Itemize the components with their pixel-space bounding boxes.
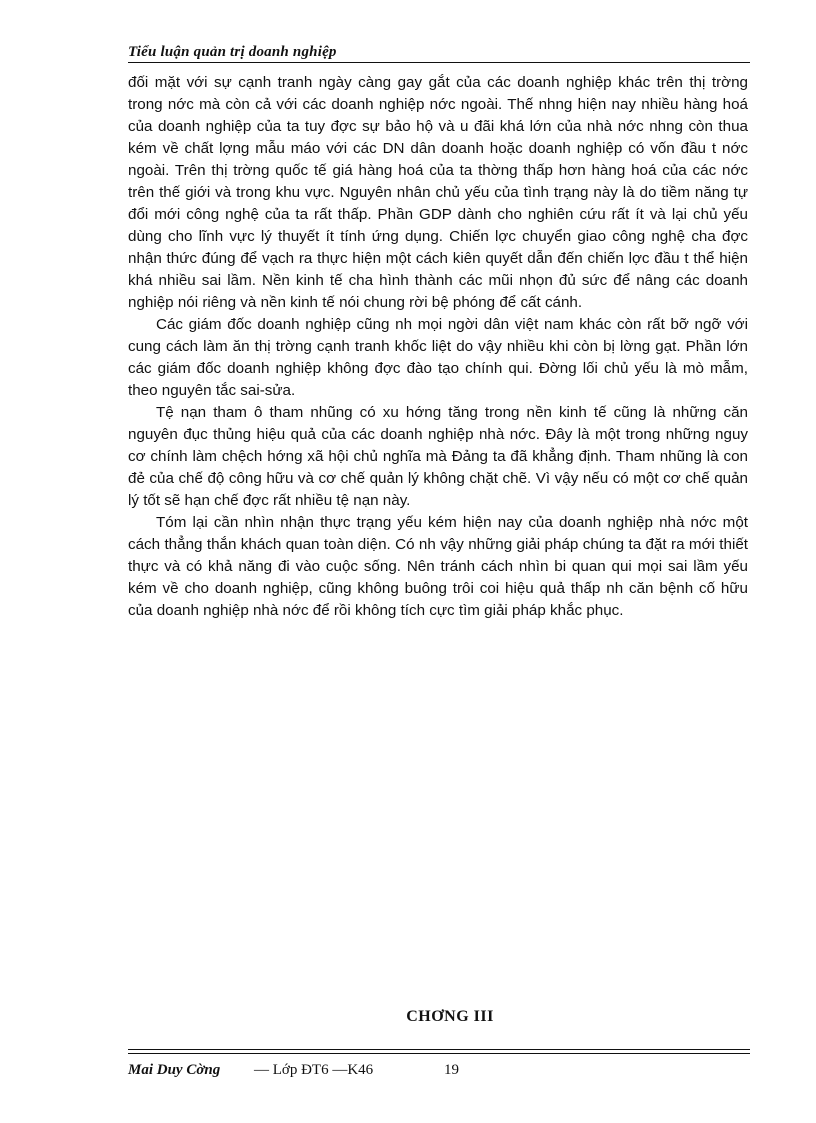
footer-rule-bottom — [128, 1053, 750, 1054]
footer-author: Mai Duy Cờng — [128, 1062, 221, 1078]
paragraph-3: Tệ nạn tham ô tham nhũng có xu hớng tăng trong nền kinh tế cũng là những căn nguyên đục thủng hiệu quả của các doanh nghiệp nhà nớc. Đây là một trong những nguy cơ chính làm chệch hớng xã hội chủ nghĩa mà Đảng ta đã khẳng định. Tham nhũng là con đẻ của chế độ công hữu và cơ chế quản lý không chặt chẽ. Vì vậy nếu có một cơ chế quản lý tốt sẽ hạn chế đợc rất nhiều tệ nạn này. — [128, 404, 748, 509]
chapter-heading: CHƠNG III — [406, 1008, 494, 1025]
paragraph-1: đối mặt với sự cạnh tranh ngày càng gay gắt của các doanh nghiệp khác trên thị trờng trong nớc mà còn cả với các doanh nghiệp nớc ngoài. Thế nhng hiện nay nhiều hàng hoá của doanh nghiệp của ta tuy đợc sự bảo hộ và u đãi khá lớn của nhà nớc nhng còn thua kém về chất lợng mẫu máo với các DN dân doanh hoặc doanh nghiệp có vốn đầu t nớc ngoài. Trên thị trờng quốc tế giá hàng hoá của ta thờng thấp hơn hàng hoá của các nớc trên thế giới và trong khu vực. Nguyên nhân chủ yếu của tình trạng này là do tiềm năng tự đổi mới công nghệ của ta rất thấp. Phần GDP dành cho nghiên cứu rất ít và lại chủ yếu dùng cho lĩnh vực lý thuyết ít tính ứng dụng. Chiến lợc chuyển giao công nghệ cha đợc nhận thức đúng để vạch ra thực hiện một cách kiên quyết dẫn đến chiến lợc đầu t thể hiện khá nhiều sai lầm. Nền kinh tế cha hình thành các mũi nhọn đủ sức để nâng các doanh nghiệp nói riêng và nền kinh tế nói chung rời bệ phóng để cất cánh. — [128, 74, 748, 311]
paragraph-2: Các giám đốc doanh nghiệp cũng nh mọi ngời dân việt nam khác còn rất bỡ ngỡ với cung cách làm ăn thị trờng cạnh tranh khốc liệt do vậy nhiều khi còn bị lờng gạt. Phần lớn các giám đốc doanh nghiệp không đợc đào tạo chính qui. Đờng lối chủ yếu là mò mẫm, theo nguyên tắc sai-sửa. — [128, 316, 748, 399]
paragraph-4: Tóm lại cần nhìn nhận thực trạng yếu kém hiện nay của doanh nghiệp nhà nớc một cách thẳng thắn khách quan toàn diện. Có nh vậy những giải pháp chúng ta đặt ra mới thiết thực và có khả năng đi vào cuộc sống. Nên tránh cách nhìn bi quan qui mọi sai lầm yếu kém về cho doanh nghiệp, cũng không buông trôi coi hiệu quả thấp nh căn bệnh cố hữu của doanh nghiệp nhà nớc để rồi không tích cực tìm giải pháp khắc phục. — [128, 514, 748, 619]
body-text — [128, 72, 748, 622]
page-footer — [128, 1062, 750, 1084]
footer-rule-top — [128, 1049, 750, 1050]
page-header-title: Tiểu luận quản trị doanh nghiệp — [128, 44, 337, 60]
footer-class-info: — Lớp ĐT6 —K46 — [254, 1062, 374, 1078]
header-rule — [128, 62, 750, 63]
page-number: 19 — [444, 1062, 459, 1078]
